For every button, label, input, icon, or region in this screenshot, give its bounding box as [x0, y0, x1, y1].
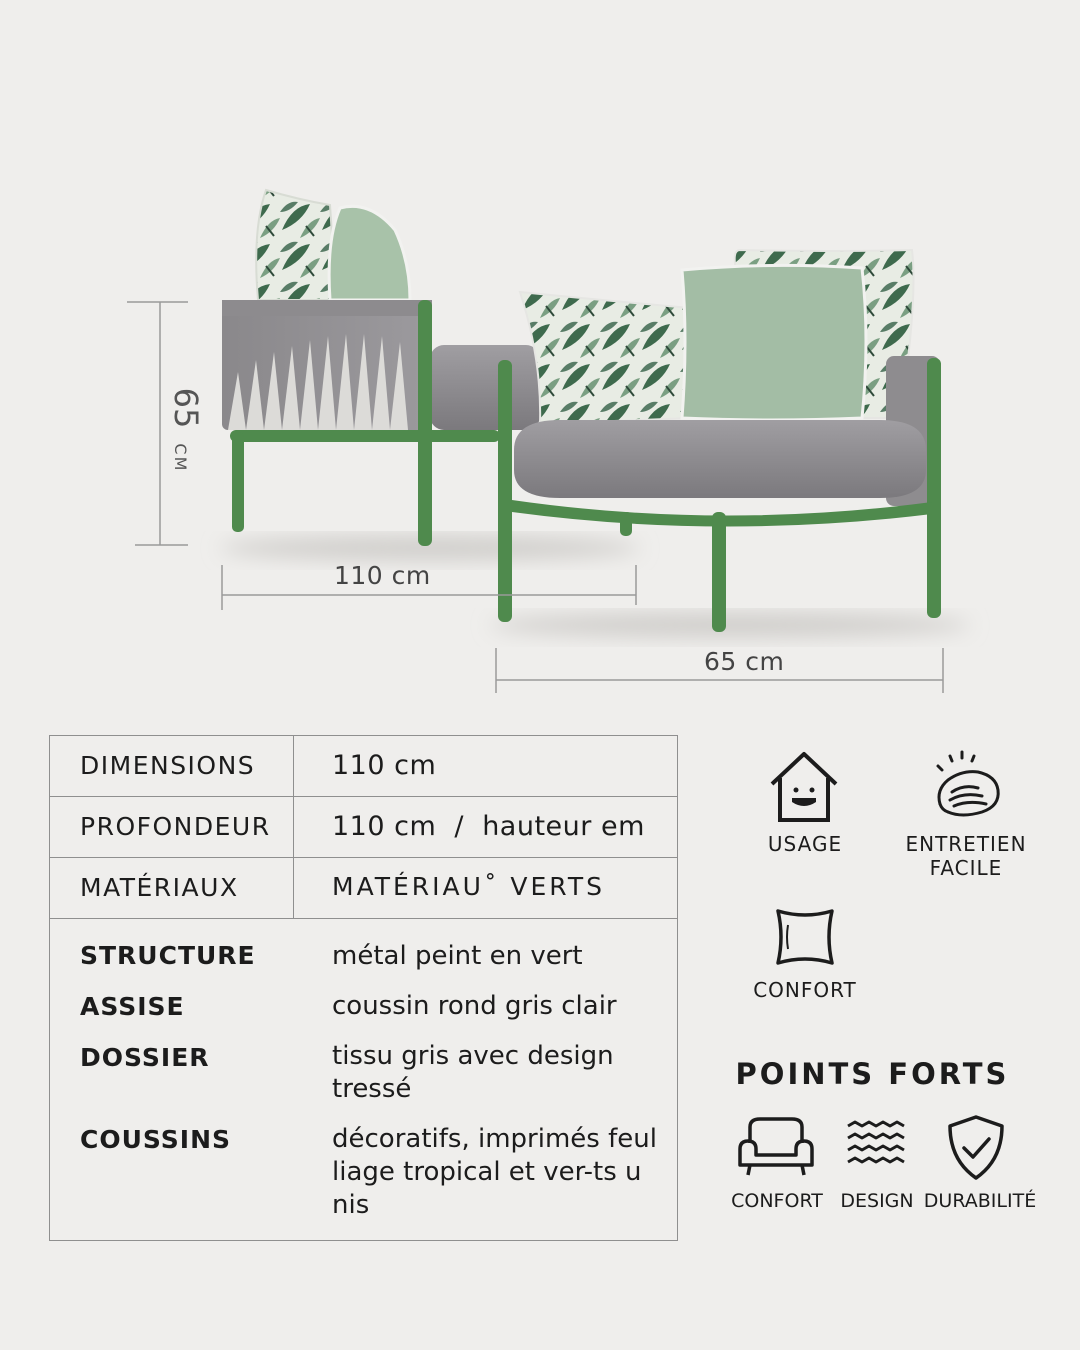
point-fort-confort: CONFORT	[731, 1190, 823, 1212]
feature-entretien-line2: FACILE	[929, 856, 1003, 880]
point-fort-durabilite: DURABILITÉ	[923, 1190, 1037, 1212]
height-unit: CM	[171, 443, 190, 473]
row-label: PROFONDEUR	[80, 812, 271, 841]
height-value: 65	[167, 387, 205, 429]
feature-entretien-line1: ENTRETIEN	[905, 832, 1027, 856]
points-forts-title: POINTS FORTS	[735, 1057, 1010, 1091]
detail-value-dossier: tissu gris avec design tressé	[332, 1041, 614, 1104]
row-label: DIMENSIONS	[80, 751, 256, 780]
spec-table	[49, 735, 678, 1241]
row-label: MATÉRIAUX	[80, 873, 239, 902]
width-dimension-label-1: 110 cm	[334, 561, 431, 590]
detail-value-structure: métal peint en vert	[332, 941, 583, 971]
point-fort-design: DESIGN	[840, 1190, 914, 1212]
detail-label-structure: STRUCTURE	[80, 941, 256, 970]
detail-label-assise: ASSISE	[80, 992, 185, 1021]
wave-pattern-icon	[846, 1120, 908, 1172]
cleaning-hand-icon	[928, 750, 1008, 826]
shield-check-icon	[944, 1114, 1008, 1182]
feature-confort-label: CONFORT	[753, 978, 857, 1002]
chair-shadow	[490, 613, 970, 637]
width-dimension-label-2: 65 cm	[704, 647, 785, 676]
detail-label-dossier: DOSSIER	[80, 1043, 210, 1072]
house-icon	[764, 748, 844, 828]
front-chair	[498, 250, 941, 632]
feature-usage-label: USAGE	[767, 832, 843, 856]
feature-entretien-label	[896, 832, 1036, 880]
table-row	[50, 797, 677, 858]
sofa-icon	[736, 1115, 816, 1179]
table-row	[50, 858, 677, 919]
detail-value-assise: coussin rond gris clair	[332, 991, 617, 1021]
pillow-icon	[770, 905, 840, 969]
row-value: 110 cm / hauteur em	[332, 811, 645, 842]
height-dimension-label	[165, 345, 205, 515]
table-row	[50, 736, 677, 797]
detail-value-coussins: décoratifs, imprimés feulliage tropical et ver-ts unis	[332, 1124, 657, 1220]
row-value: MATÉRIAU˚ VERTS	[332, 872, 605, 901]
detail-label-coussins: COUSSINS	[80, 1125, 232, 1154]
row-value: 110 cm	[332, 750, 437, 781]
back-chair	[222, 190, 540, 546]
